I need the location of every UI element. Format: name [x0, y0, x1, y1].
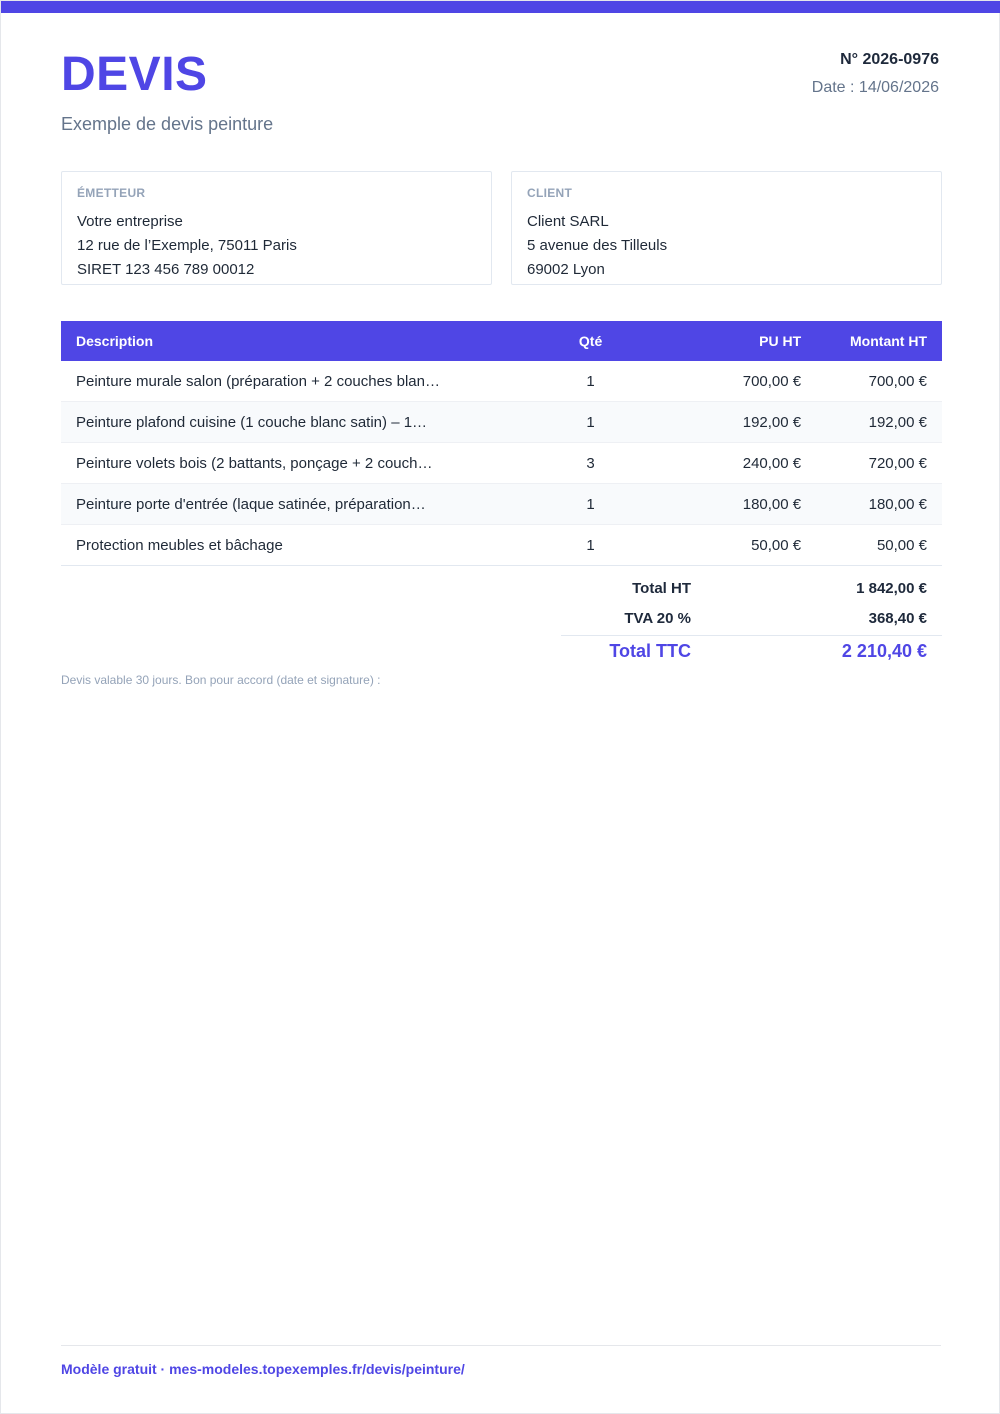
totals-block — [561, 573, 942, 666]
client-street: 5 avenue des Tilleuls — [527, 237, 668, 254]
emitter-label: ÉMETTEUR — [77, 186, 146, 200]
row-description: Peinture plafond cuisine (1 couche blanc satin) – 1… — [76, 413, 428, 431]
row-amount: 180,00 € — [816, 484, 942, 525]
table-row — [61, 484, 942, 525]
row-qty: 1 — [551, 484, 631, 525]
table-row — [61, 525, 942, 566]
quote-number: N° 2026-0976 — [840, 51, 939, 68]
row-qty: 3 — [551, 443, 631, 484]
document-title: DEVIS — [61, 48, 208, 101]
emitter-address: 12 rue de l’Exemple, 75011 Paris — [77, 237, 297, 254]
row-amount: 192,00 € — [816, 402, 942, 443]
tva-value: 368,40 € — [868, 609, 927, 627]
header-qty: Qté — [578, 333, 603, 349]
document-subtitle: Exemple de devis peinture — [61, 114, 274, 134]
header-description: Description — [76, 333, 154, 349]
row-description: Peinture porte d'entrée (laque satinée, préparation… — [76, 495, 426, 513]
row-unit-price: 240,00 € — [631, 443, 817, 484]
row-description-cell — [61, 402, 551, 443]
row-description: Protection meubles et bâchage — [76, 536, 283, 554]
quote-date: Date : 14/06/2026 — [811, 79, 939, 96]
row-unit-price: 180,00 € — [631, 484, 817, 525]
line-items-table — [61, 321, 942, 566]
footer-divider — [61, 1345, 941, 1346]
accent-top-bar — [1, 1, 1000, 13]
total-ttc-label: Total TTC — [609, 640, 691, 661]
row-unit-price: 192,00 € — [631, 402, 817, 443]
table-header-row — [61, 321, 942, 361]
row-description-cell — [61, 484, 551, 525]
validity-note: Devis valable 30 jours. Bon pour accord (date et signature) : — [61, 673, 381, 687]
total-ttc-row — [561, 635, 942, 666]
table-row — [61, 402, 942, 443]
row-description-cell — [61, 525, 551, 566]
client-name: Client SARL — [527, 213, 609, 230]
client-box — [511, 171, 942, 285]
row-description-cell — [61, 361, 551, 402]
client-label: CLIENT — [527, 186, 573, 200]
row-description: Peinture murale salon (préparation + 2 couches blan… — [76, 372, 440, 390]
row-amount: 700,00 € — [816, 361, 942, 402]
row-qty: 1 — [551, 402, 631, 443]
header-unit-price: PU HT — [759, 333, 802, 349]
footer-credit: Modèle gratuit · mes-modeles.topexemples.fr/devis/peinture/ — [61, 1361, 465, 1377]
row-description-cell — [61, 443, 551, 484]
row-amount: 50,00 € — [816, 525, 942, 566]
total-ttc-value: 2 210,40 € — [841, 640, 927, 661]
row-unit-price: 700,00 € — [631, 361, 817, 402]
emitter-name: Votre entreprise — [77, 213, 183, 230]
row-unit-price: 50,00 € — [631, 525, 817, 566]
tva-label: TVA 20 % — [624, 609, 691, 627]
emitter-box — [61, 171, 492, 285]
row-description: Peinture volets bois (2 battants, ponçage + 2 couch… — [76, 454, 433, 472]
tva-row — [561, 603, 942, 633]
emitter-siret: SIRET 123 456 789 00012 — [77, 261, 255, 278]
total-ht-value: 1 842,00 € — [856, 579, 927, 597]
total-ht-row — [561, 573, 942, 603]
client-city: 69002 Lyon — [527, 261, 605, 278]
row-qty: 1 — [551, 525, 631, 566]
header-amount: Montant HT — [850, 333, 927, 349]
table-row — [61, 361, 942, 402]
row-qty: 1 — [551, 361, 631, 402]
total-ht-label: Total HT — [632, 579, 691, 597]
table-row — [61, 443, 942, 484]
row-amount: 720,00 € — [816, 443, 942, 484]
